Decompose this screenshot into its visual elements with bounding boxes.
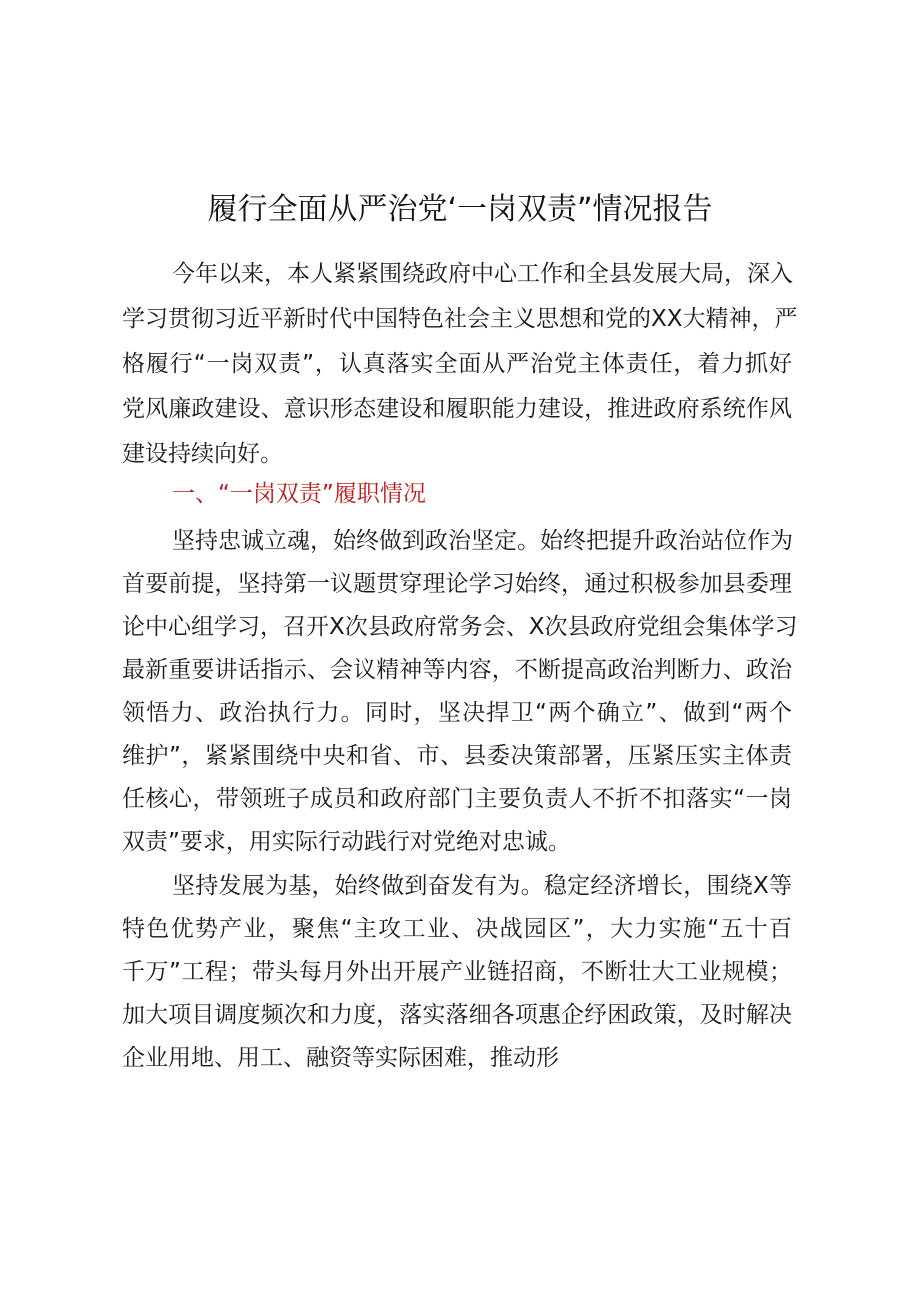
para2-line-4: 加大项目调度频次和力度，落实落细各项惠企纾困政策，及时解决 <box>122 1002 792 1028</box>
para1-line-5: 领悟力、政治执行力。同时，坚决捍卫“两个确立”、做到“两个 <box>122 700 792 726</box>
para2-line-3: 千万”工程；带头每月外出开展产业链招商，不断壮大工业规模； <box>122 959 792 985</box>
intro-line-1: 今年以来，本人紧紧围绕政府中心工作和全县发展大局，深入 <box>172 261 793 287</box>
intro-line-3: 格履行“一岗双责”，认真落实全面从严治党主体责任，着力抓好 <box>122 351 792 377</box>
para1-line-1: 坚持忠诚立魂，始终做到政治坚定。始终把提升政治站位作为 <box>172 528 793 554</box>
intro-line-4: 党风廉政建设、意识形态建设和履职能力建设，推进政府系统作风 <box>122 396 792 422</box>
para2-line-5: 企业用地、用工、融资等实际困难，推动形 <box>122 1045 559 1071</box>
para1-line-7: 任核心，带领班子成员和政府部门主要负责人不折不扣落实“一岗 <box>122 786 792 812</box>
para1-line-8: 双责”要求，用实际行动践行对党绝对忠诚。 <box>122 829 571 855</box>
para2-line-1: 坚持发展为基，始终做到奋发有为。稳定经济增长，围绕X等 <box>172 873 792 899</box>
section-heading: 一、“一岗双责”履职情况 <box>172 481 426 507</box>
para1-line-3: 论中心组学习，召开X次县政府常务会、X次县政府党组会集体学习 <box>122 614 798 640</box>
para1-line-4: 最新重要讲话指示、会议精神等内容，不断提高政治判断力、政治 <box>122 657 792 683</box>
document-title: 履行全面从严治党‘一岗双责”情况报告 <box>207 192 713 227</box>
intro-line-5: 建设持续向好。 <box>122 441 283 467</box>
para2-line-2: 特色优势产业，聚焦“主攻工业、决战园区”，大力实施“五十百 <box>122 916 792 942</box>
intro-line-2: 学习贯彻习近平新时代中国特色社会主义思想和党的XX大精神，严 <box>122 306 798 332</box>
para1-line-2: 首要前提，坚持第一议题贯穿理论学习始终，通过积极参加县委理 <box>122 571 792 597</box>
para1-line-6: 维护”，紧紧围绕中央和省、市、县委决策部署，压紧压实主体责 <box>122 743 792 769</box>
